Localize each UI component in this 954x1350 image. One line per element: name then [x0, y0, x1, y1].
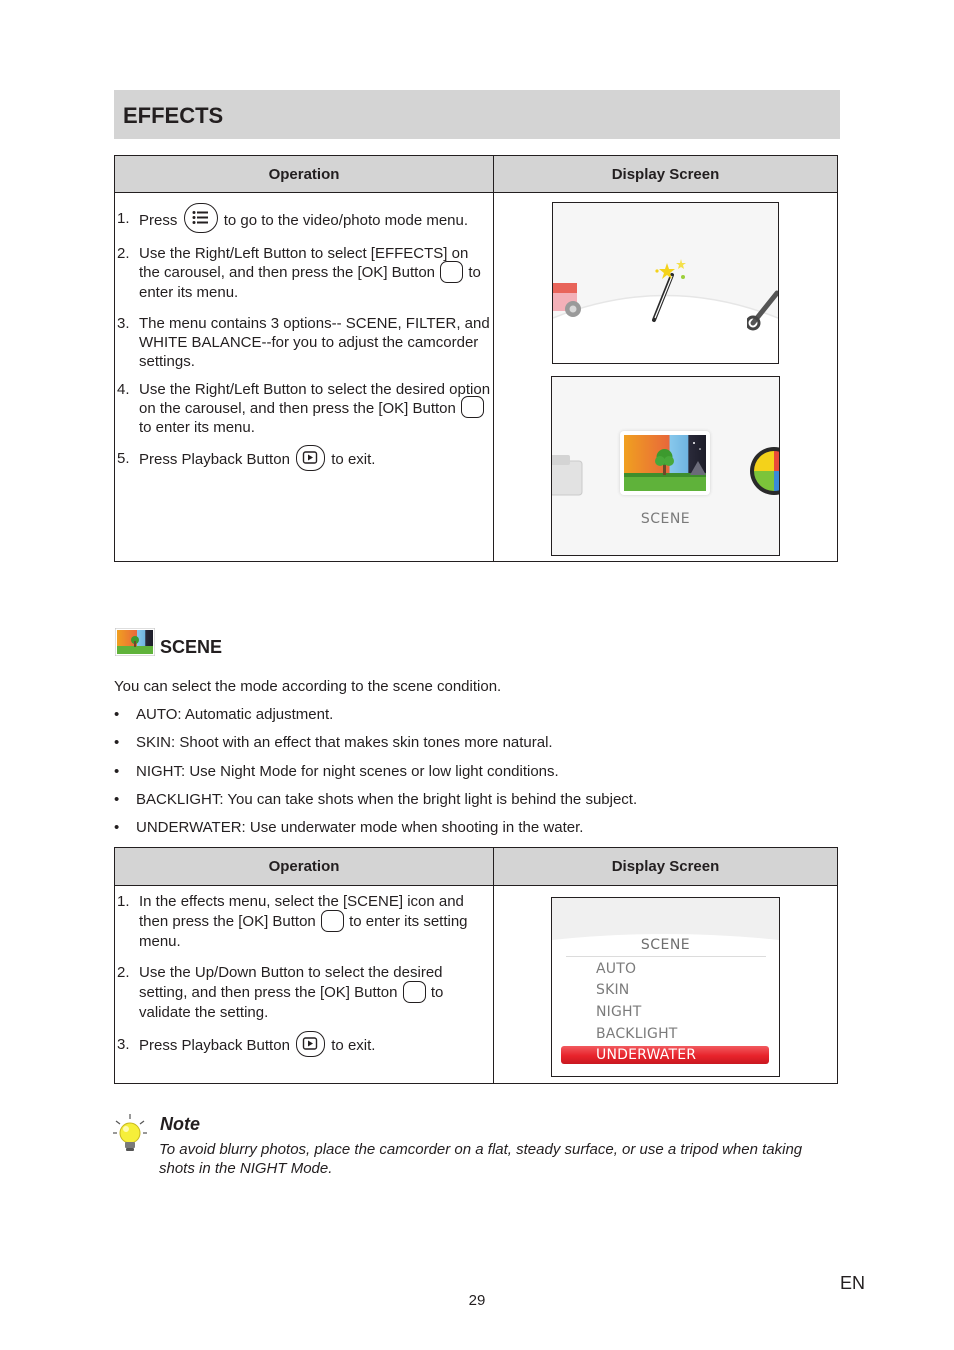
scene-tile — [620, 431, 710, 495]
playback-button-icon — [296, 445, 325, 471]
operation-steps — [115, 209, 493, 471]
menu-item-underwater[interactable]: UNDERWATER — [596, 1047, 697, 1063]
menu-item-backlight[interactable]: BACKLIGHT — [596, 1026, 678, 1042]
note-text: To avoid blurry photos, place the camcorder on a flat, steady surface, or use a tripod when taking shots in the NIGHT Mode. — [159, 1141, 803, 1177]
section-header-bar — [114, 90, 840, 139]
folder-icon — [551, 447, 586, 497]
ok-button-icon — [461, 396, 484, 418]
scene-intro: You can select the mode according to the scene condition. — [114, 678, 502, 695]
header-display-screen: Display Screen — [494, 848, 838, 886]
ok-button-icon — [440, 261, 463, 283]
playback-button-icon — [296, 1031, 325, 1057]
ok-button-icon — [321, 910, 344, 932]
carousel-screen-scene — [551, 376, 780, 556]
step-item: 2. Use the Right/Left Button to select [EFFECTS] on the carousel, and then press the [OK] Button to enter its menu. — [117, 245, 481, 301]
carousel-scene-label: SCENE — [640, 511, 691, 527]
step-item: 4. Use the Right/Left Button to select the desired option on the carousel, and then press the [OK] Button to enter its menu. — [117, 380, 491, 437]
step-item: 1. In the effects menu, select the [SCENE] icon and then press the [OK] Button to enter its setting menu. — [117, 893, 468, 950]
scene-icon — [624, 435, 706, 491]
lightbulb-icon — [112, 1113, 148, 1153]
operation-cell — [115, 193, 494, 562]
step-item: 3. Press Playback Button to exit. — [115, 1035, 493, 1057]
menu-divider — [566, 956, 766, 957]
wrench-icon — [747, 287, 779, 331]
menu-item-night[interactable]: NIGHT — [596, 1004, 642, 1020]
header-operation: Operation — [115, 156, 494, 193]
photo-settings-icon — [552, 281, 589, 321]
menu-button-icon — [184, 203, 218, 233]
scene-menu-screen — [551, 897, 780, 1077]
language-code: EN — [840, 1273, 866, 1293]
operation-cell — [115, 886, 494, 1084]
step-item: 2. Use the Up/Down Button to select the desired setting, and then press the [OK] Button to validate the setting. — [117, 964, 444, 1021]
carousel-screen-effects — [552, 202, 779, 364]
scene-heading: SCENE — [160, 637, 223, 657]
operation-steps — [115, 892, 493, 1057]
header-display-screen: Display Screen — [494, 156, 838, 193]
step-item: 3. The menu contains 3 options-- SCENE, FILTER, and WHITE BALANCE--for you to adjust the camcorder settings. — [117, 314, 490, 370]
scene-heading-icon — [115, 628, 155, 656]
step-item: 1. Press to go to the video/photo mode menu. — [115, 209, 493, 233]
step-item: 5. Press Playback Button to exit. — [115, 449, 493, 471]
page-number: 29 — [468, 1292, 486, 1309]
header-operation: Operation — [115, 848, 494, 886]
menu-item-skin[interactable]: SKIN — [596, 982, 630, 998]
note-title: Note — [160, 1114, 200, 1134]
color-filter-icon — [748, 445, 780, 497]
menu-item-auto[interactable]: AUTO — [596, 961, 637, 977]
magic-wand-icon — [645, 257, 695, 327]
ok-button-icon — [403, 981, 426, 1003]
menu-title: SCENE — [640, 937, 691, 953]
section-title: EFFECTS — [123, 103, 224, 128]
